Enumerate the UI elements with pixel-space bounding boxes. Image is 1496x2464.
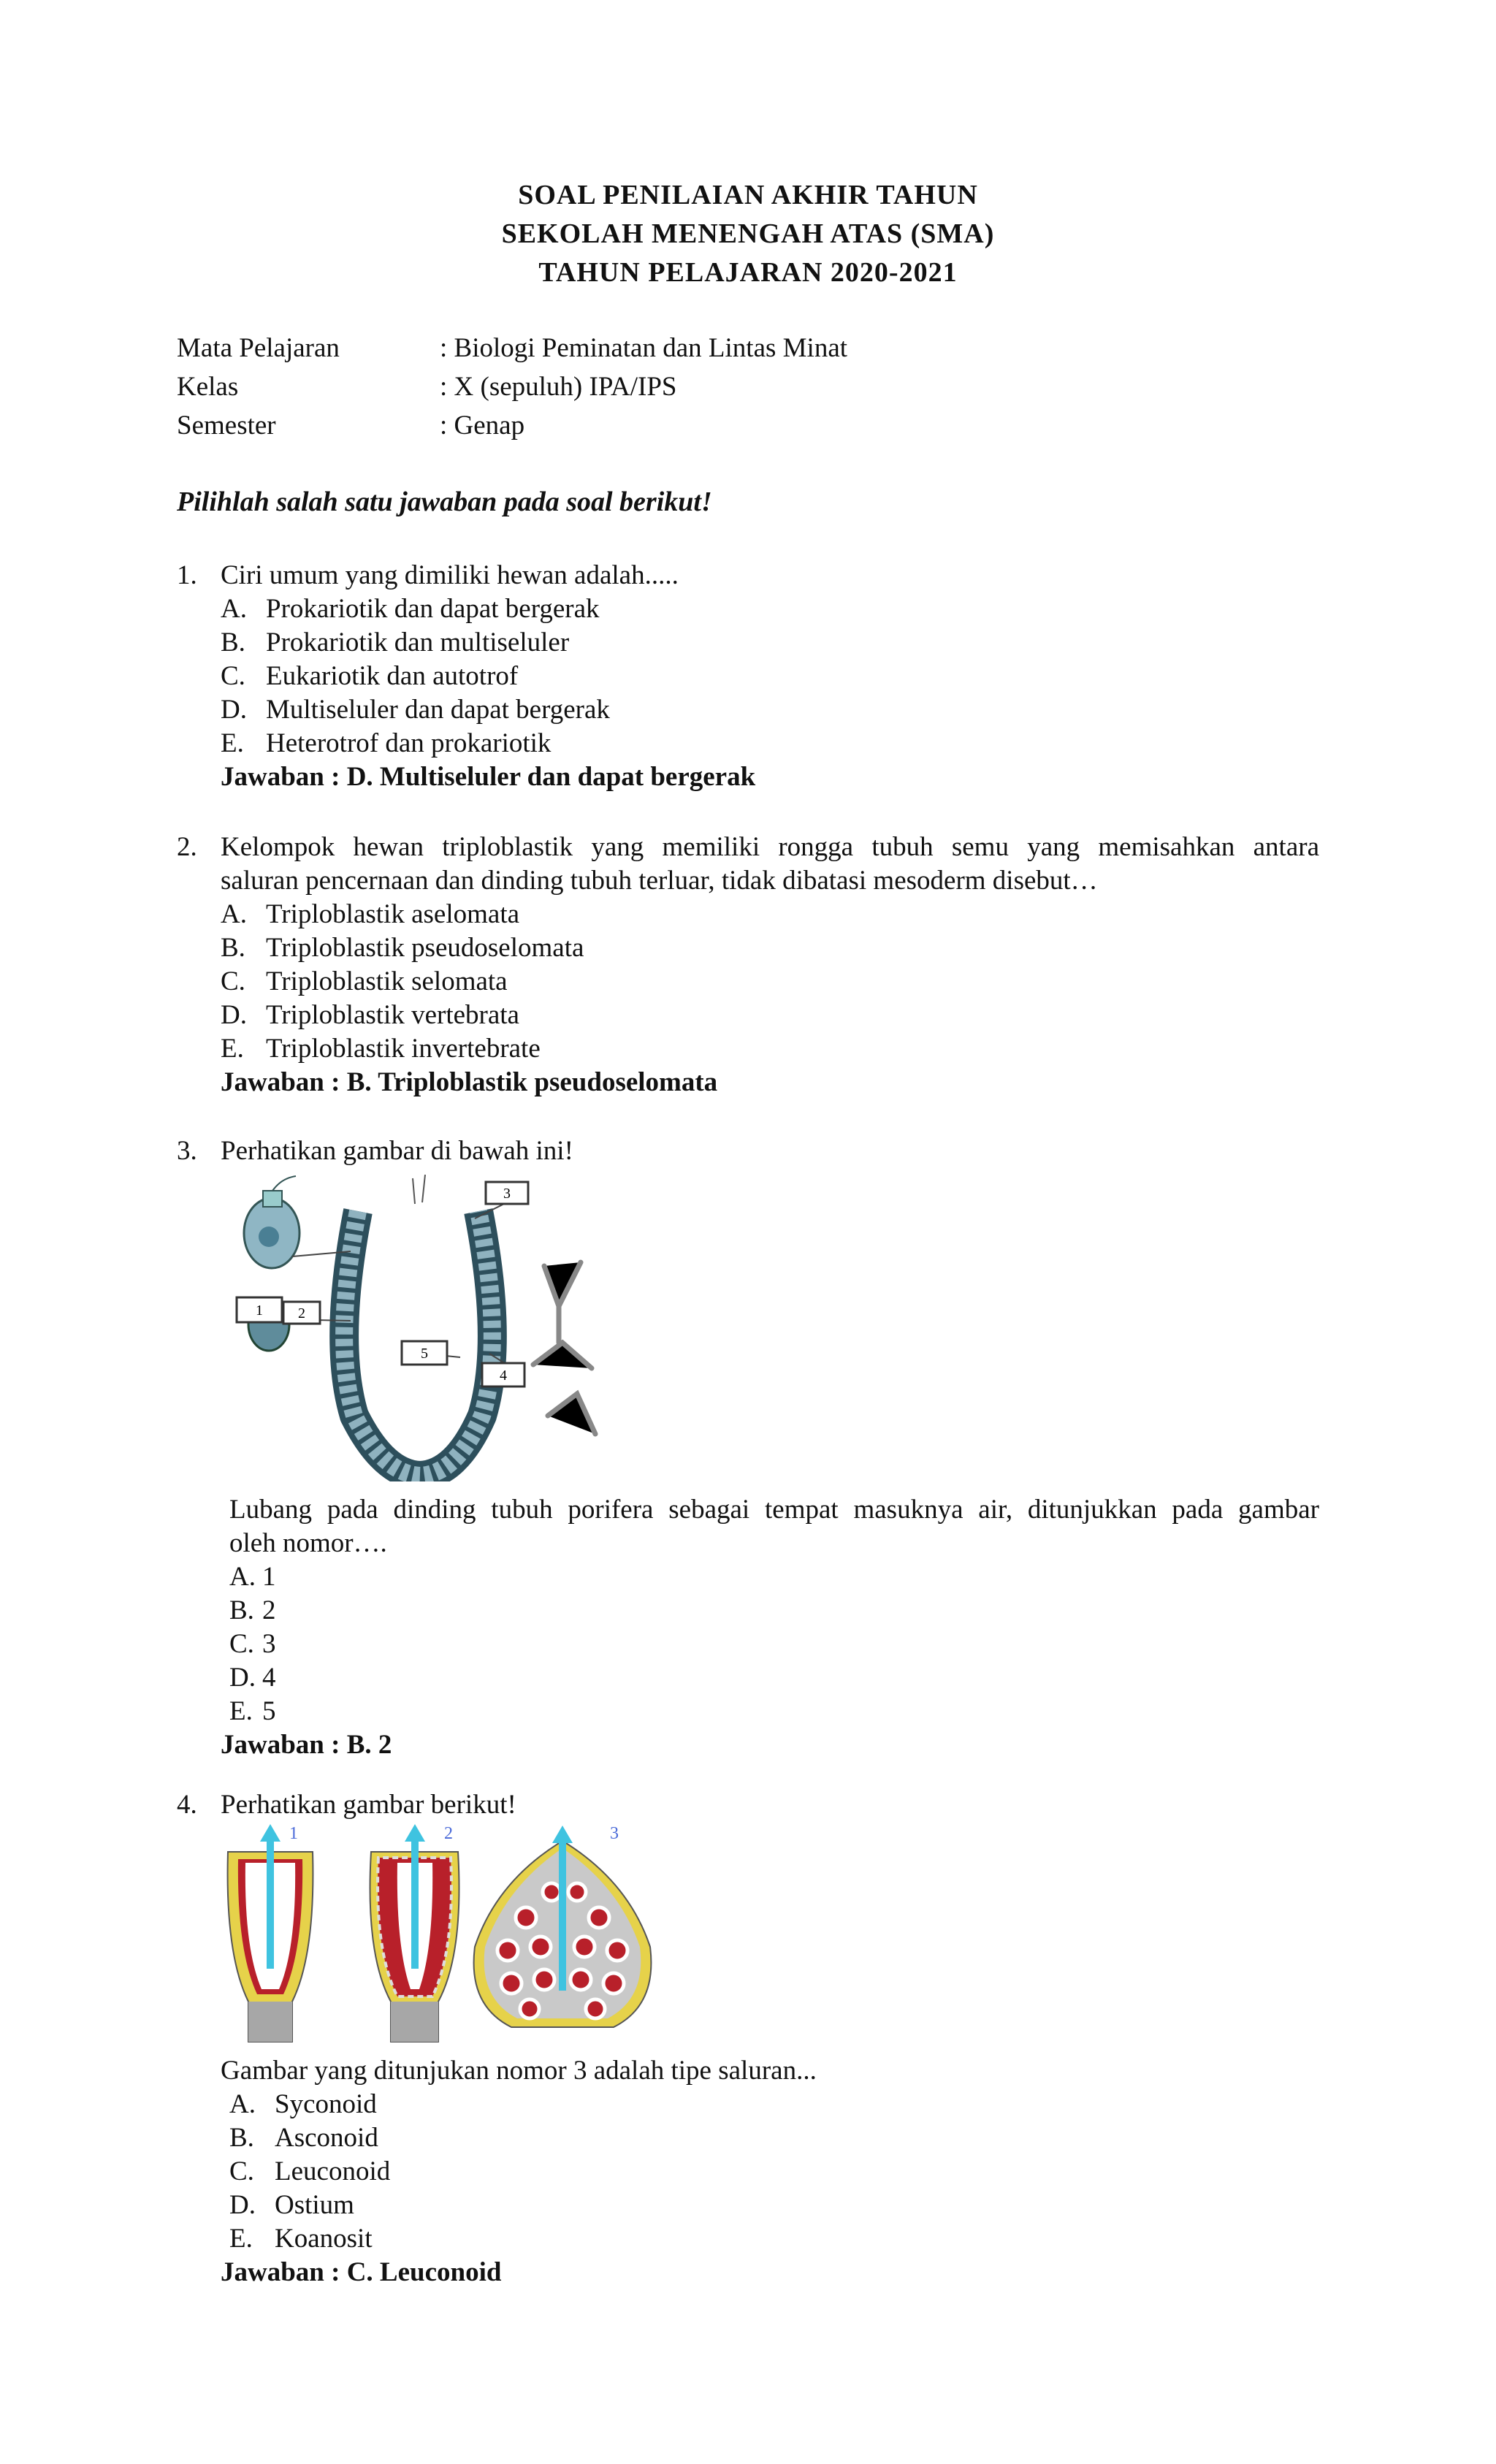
meta-value: : Biologi Peminatan dan Lintas Minat	[440, 333, 848, 363]
option-letter: C.	[221, 966, 245, 996]
label-1	[237, 1297, 282, 1322]
option-text: Ostium	[275, 2190, 354, 2220]
option-text: 2	[262, 1595, 276, 1625]
option-text: Leuconoid	[275, 2156, 391, 2186]
option-text: Triploblastik invertebrate	[266, 1034, 541, 1064]
option-letter: E.	[221, 728, 244, 758]
question-stem-line-1: Lubang pada dinding tubuh porifera sebagai tempat masuknya air, ditunjukkan pada gambar	[229, 1495, 1319, 1525]
meta-value: : Genap	[440, 411, 525, 440]
meta-label: Mata Pelajaran	[177, 333, 340, 363]
option-text: Eukariotik dan autotrof	[266, 661, 519, 691]
question-stem: Gambar yang ditunjukan nomor 3 adalah tipe saluran...	[221, 2056, 817, 2086]
option-text: 3	[262, 1629, 276, 1659]
label-4	[482, 1363, 524, 1387]
option-letter: C.	[229, 2156, 254, 2186]
option-letter: A.	[221, 899, 247, 929]
canal-type-2	[370, 1824, 459, 2042]
answer: Jawaban : D. Multiseluler dan dapat bergerak	[221, 762, 756, 792]
option-text: 1	[262, 1562, 276, 1592]
option-letter: B.	[229, 2123, 254, 2153]
option-text: Heterotrof dan prokariotik	[266, 728, 552, 758]
option-letter: B.	[229, 1595, 254, 1625]
option-text: Multiseluler dan dapat bergerak	[266, 695, 610, 725]
answer: Jawaban : C. Leuconoid	[221, 2257, 502, 2287]
title-line-2: SEKOLAH MENENGAH ATAS (SMA)	[501, 218, 995, 249]
meta-value: : X (sepuluh) IPA/IPS	[440, 372, 677, 402]
label-5	[402, 1341, 447, 1365]
option-text: Prokariotik dan multiseluler	[266, 628, 570, 657]
question-number: 2.	[177, 832, 197, 862]
label-text: 4	[500, 1368, 507, 1384]
instruction: Pilihlah salah satu jawaban pada soal berikut!	[177, 487, 712, 517]
question-number: 1.	[177, 560, 197, 590]
question-text: Ciri umum yang dimiliki hewan adalah.....	[221, 560, 679, 590]
figure-label: 1	[289, 1824, 298, 1843]
canal-type-1	[228, 1824, 313, 2042]
option-text: Koanosit	[275, 2224, 373, 2254]
answer: Jawaban : B. 2	[221, 1730, 392, 1760]
option-text: Asconoid	[275, 2123, 378, 2153]
question-number: 3.	[177, 1136, 197, 1166]
option-letter: C.	[229, 1629, 254, 1659]
option-letter: D.	[221, 695, 247, 725]
question-number: 4.	[177, 1790, 197, 1820]
option-text: 4	[262, 1663, 276, 1693]
title-line-1: SOAL PENILAIAN AKHIR TAHUN	[518, 180, 978, 210]
question-text: Perhatikan gambar di bawah ini!	[221, 1136, 573, 1166]
sponge-canal-types-figure	[219, 1823, 657, 2045]
option-letter: A.	[229, 1562, 256, 1592]
option-letter: E.	[229, 1696, 253, 1726]
label-3	[486, 1182, 528, 1204]
meta-label: Semester	[177, 411, 276, 440]
option-letter: C.	[221, 661, 245, 691]
option-text: Triploblastik pseudoselomata	[266, 933, 584, 963]
figure-label: 3	[610, 1824, 619, 1843]
option-text: Triploblastik vertebrata	[266, 1000, 519, 1030]
question-text-line-2: saluran pencernaan dan dinding tubuh terluar, tidak dibatasi mesoderm disebut…	[221, 866, 1098, 896]
label-2	[283, 1302, 320, 1324]
option-text: 5	[262, 1696, 276, 1726]
label-text: 2	[298, 1305, 305, 1321]
question-stem-line-2: oleh nomor….	[229, 1528, 387, 1558]
label-text: 3	[503, 1186, 511, 1202]
option-letter: D.	[221, 1000, 247, 1030]
option-letter: B.	[221, 628, 245, 657]
question-text-line-1: Kelompok hewan triploblastik yang memiliki rongga tubuh semu yang memisahkan antara	[221, 832, 1319, 862]
title-line-3: TAHUN PELAJARAN 2020-2021	[538, 257, 958, 288]
option-letter: B.	[221, 933, 245, 963]
porifera-anatomy-figure	[226, 1175, 614, 1481]
option-text: Prokariotik dan dapat bergerak	[266, 594, 600, 624]
option-text: Triploblastik selomata	[266, 966, 508, 996]
answer: Jawaban : B. Triploblastik pseudoselomata	[221, 1067, 718, 1097]
label-text: 1	[256, 1302, 263, 1319]
question-text: Perhatikan gambar berikut!	[221, 1790, 516, 1820]
option-letter: E.	[221, 1034, 244, 1064]
option-letter: D.	[229, 2190, 256, 2220]
option-text: Triploblastik aselomata	[266, 899, 520, 929]
option-letter: E.	[229, 2224, 253, 2254]
meta-label: Kelas	[177, 372, 239, 402]
option-text: Syconoid	[275, 2089, 377, 2119]
canal-type-3	[474, 1824, 652, 2027]
option-letter: A.	[229, 2089, 256, 2119]
option-letter: D.	[229, 1663, 256, 1693]
label-text: 5	[421, 1346, 428, 1362]
figure-label: 2	[444, 1824, 453, 1843]
option-letter: A.	[221, 594, 247, 624]
